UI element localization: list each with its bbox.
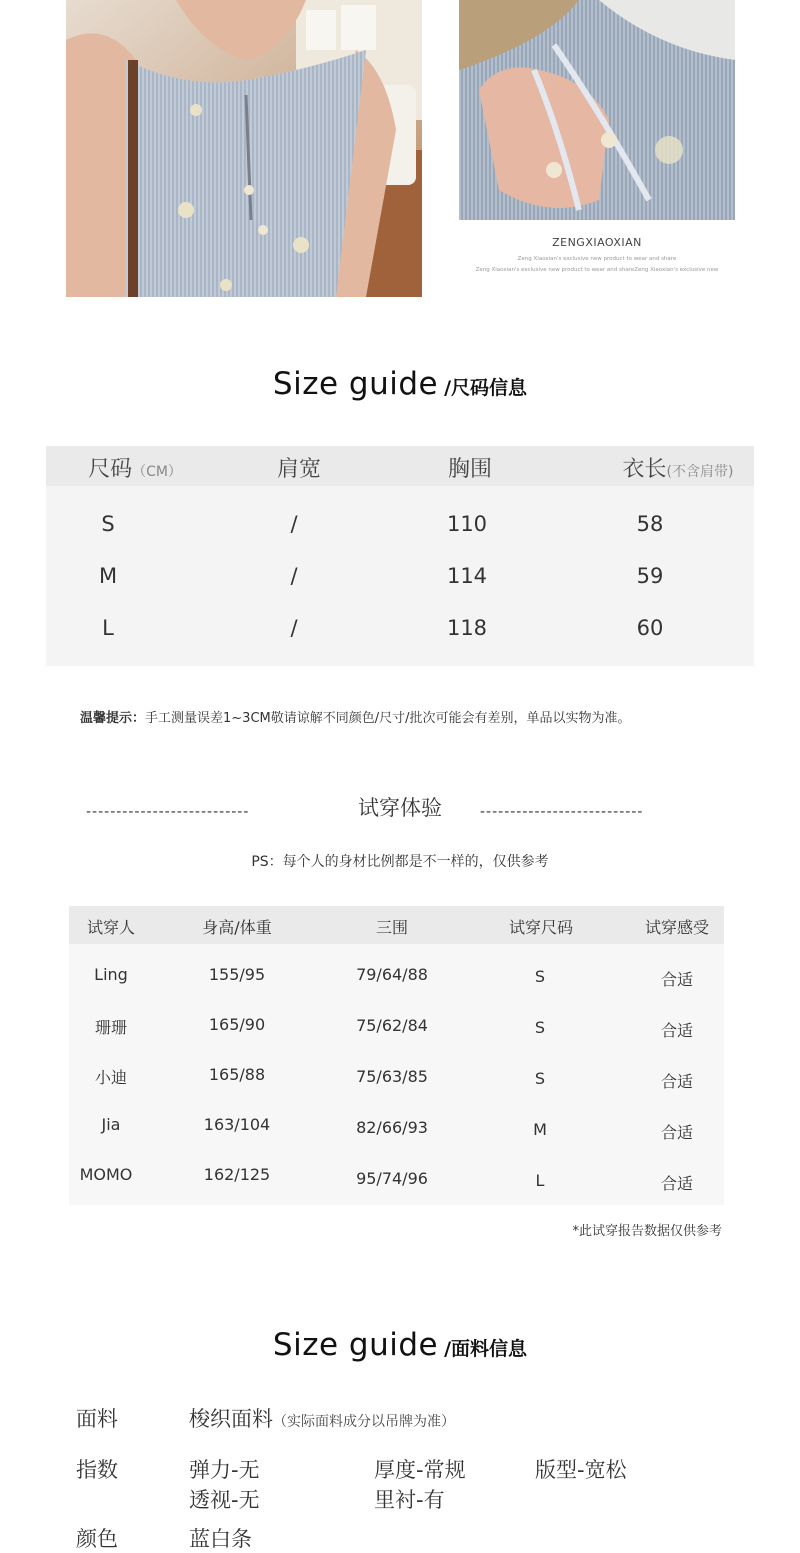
try-cell-size: M bbox=[533, 1120, 547, 1139]
try-cell-size: S bbox=[534, 967, 546, 986]
divider-right: --------------------------- bbox=[480, 804, 644, 820]
try-cell-size: L bbox=[535, 1171, 545, 1190]
size-guide-title-en: Size guide bbox=[272, 366, 439, 402]
try-cell-feel: 合适 bbox=[660, 970, 693, 989]
try-cell-person: MOMO bbox=[79, 1165, 133, 1184]
try-cell-feel: 合适 bbox=[660, 1174, 693, 1193]
try-cell-feel: 合适 bbox=[660, 1123, 693, 1142]
detail-photo-illustration bbox=[459, 0, 735, 220]
try-header-person: 试穿人 bbox=[86, 918, 135, 937]
brand-tagline: Zeng Xiaoxian's exclusive new product to wear and share bbox=[517, 256, 677, 262]
size-cell: 58 bbox=[636, 512, 664, 536]
divider-left: --------------------------- bbox=[86, 804, 250, 820]
size-header-size bbox=[60, 452, 210, 483]
try-cell-measurements: 75/63/85 bbox=[356, 1067, 428, 1086]
try-cell-height-weight: 165/88 bbox=[208, 1065, 266, 1084]
size-cell: / bbox=[290, 512, 298, 536]
size-cell: 110 bbox=[446, 512, 488, 536]
fabric-material-name: 梭织面料 bbox=[189, 1407, 273, 1431]
fabric-material-note: （实际面料成分以吊牌为准） bbox=[273, 1414, 455, 1430]
size-cell: / bbox=[290, 616, 298, 640]
try-header-feel: 试穿感受 bbox=[644, 918, 709, 937]
size-cell: L bbox=[102, 616, 114, 640]
try-header-measurements: 三围 bbox=[375, 918, 408, 937]
try-header-height-weight: 身高/体重 bbox=[202, 918, 272, 937]
fabric-color-label: 颜色 bbox=[76, 1527, 118, 1551]
fabric-title-cn: /面料信息 bbox=[444, 1338, 528, 1360]
product-photo-model bbox=[66, 0, 422, 297]
size-header-shoulder bbox=[234, 452, 364, 483]
measurement-note bbox=[80, 707, 631, 726]
size-cell: 114 bbox=[446, 564, 488, 588]
size-cell: M bbox=[98, 564, 118, 588]
brand-name: ZENGXIAOXIAN bbox=[552, 236, 642, 249]
try-cell-person: Ling bbox=[94, 965, 128, 984]
size-guide-heading bbox=[0, 366, 800, 402]
size-header-length-note: (不含肩带) bbox=[666, 464, 734, 480]
size-header-length-label: 衣长 bbox=[622, 457, 667, 482]
fabric-heading bbox=[0, 1327, 800, 1363]
try-cell-feel: 合适 bbox=[660, 1021, 693, 1040]
try-cell-person: 珊珊 bbox=[94, 1018, 127, 1037]
try-cell-height-weight: 165/90 bbox=[208, 1015, 266, 1034]
try-header-size: 试穿尺码 bbox=[508, 918, 573, 937]
size-header-chest-label: 胸围 bbox=[447, 457, 492, 482]
try-on-title: 试穿体验 bbox=[358, 796, 442, 820]
fabric-sheer: 透视-无 bbox=[189, 1488, 260, 1512]
fabric-material-value bbox=[189, 1403, 455, 1433]
try-on-footnote: *此试穿报告数据仅供参考 bbox=[572, 1224, 722, 1239]
fabric-index-label: 指数 bbox=[76, 1458, 118, 1482]
fabric-stretch: 弹力-无 bbox=[189, 1458, 260, 1482]
try-cell-measurements: 95/74/96 bbox=[356, 1169, 428, 1188]
size-header-length bbox=[598, 452, 758, 483]
size-table bbox=[46, 446, 754, 666]
try-cell-person: Jia bbox=[101, 1115, 121, 1134]
fabric-material-label: 面料 bbox=[76, 1407, 118, 1431]
try-cell-feel: 合适 bbox=[660, 1072, 693, 1091]
try-cell-measurements: 79/64/88 bbox=[356, 965, 428, 984]
try-cell-size: S bbox=[534, 1069, 546, 1088]
fabric-title-en: Size guide bbox=[272, 1327, 439, 1363]
fabric-fit: 版型-宽松 bbox=[535, 1458, 627, 1482]
model-photo-illustration bbox=[66, 0, 422, 297]
note-label: 温馨提示： bbox=[80, 711, 146, 726]
size-header-size-unit: （CM） bbox=[132, 464, 182, 480]
try-cell-height-weight: 163/104 bbox=[203, 1115, 271, 1134]
try-cell-size: S bbox=[534, 1018, 546, 1037]
size-header-size-label: 尺码 bbox=[88, 457, 133, 482]
try-cell-person: 小迪 bbox=[94, 1068, 127, 1087]
try-cell-measurements: 82/66/93 bbox=[356, 1118, 428, 1137]
fabric-color-value: 蓝白条 bbox=[189, 1527, 252, 1551]
fabric-lining: 里衬-有 bbox=[374, 1488, 445, 1512]
try-on-table bbox=[69, 906, 724, 1205]
try-cell-measurements: 75/62/84 bbox=[356, 1016, 428, 1035]
size-cell: 60 bbox=[636, 616, 664, 640]
size-cell: 118 bbox=[446, 616, 488, 640]
size-cell: S bbox=[101, 512, 115, 536]
note-text: 手工测量误差1~3CM敬请谅解不同颜色/尺寸/批次可能会有差别，单品以实物为准。 bbox=[145, 711, 631, 726]
size-guide-title-cn: /尺码信息 bbox=[444, 377, 528, 399]
size-header-chest bbox=[405, 452, 535, 483]
size-cell: 59 bbox=[636, 564, 664, 588]
size-header-shoulder-label: 肩宽 bbox=[276, 457, 321, 482]
try-cell-height-weight: 155/95 bbox=[208, 965, 266, 984]
brand-tagline-repeat: Zeng Xiaoxian's exclusive new product to wear and shareZeng Xiaoxian's exclusive new bbox=[475, 267, 719, 273]
try-cell-height-weight: 162/125 bbox=[203, 1165, 271, 1184]
size-cell: / bbox=[290, 564, 298, 588]
try-on-ps: PS：每个人的身材比例都是不一样的，仅供参考 bbox=[251, 854, 549, 870]
product-photo-detail bbox=[459, 0, 735, 220]
fabric-thickness: 厚度-常规 bbox=[374, 1458, 466, 1482]
